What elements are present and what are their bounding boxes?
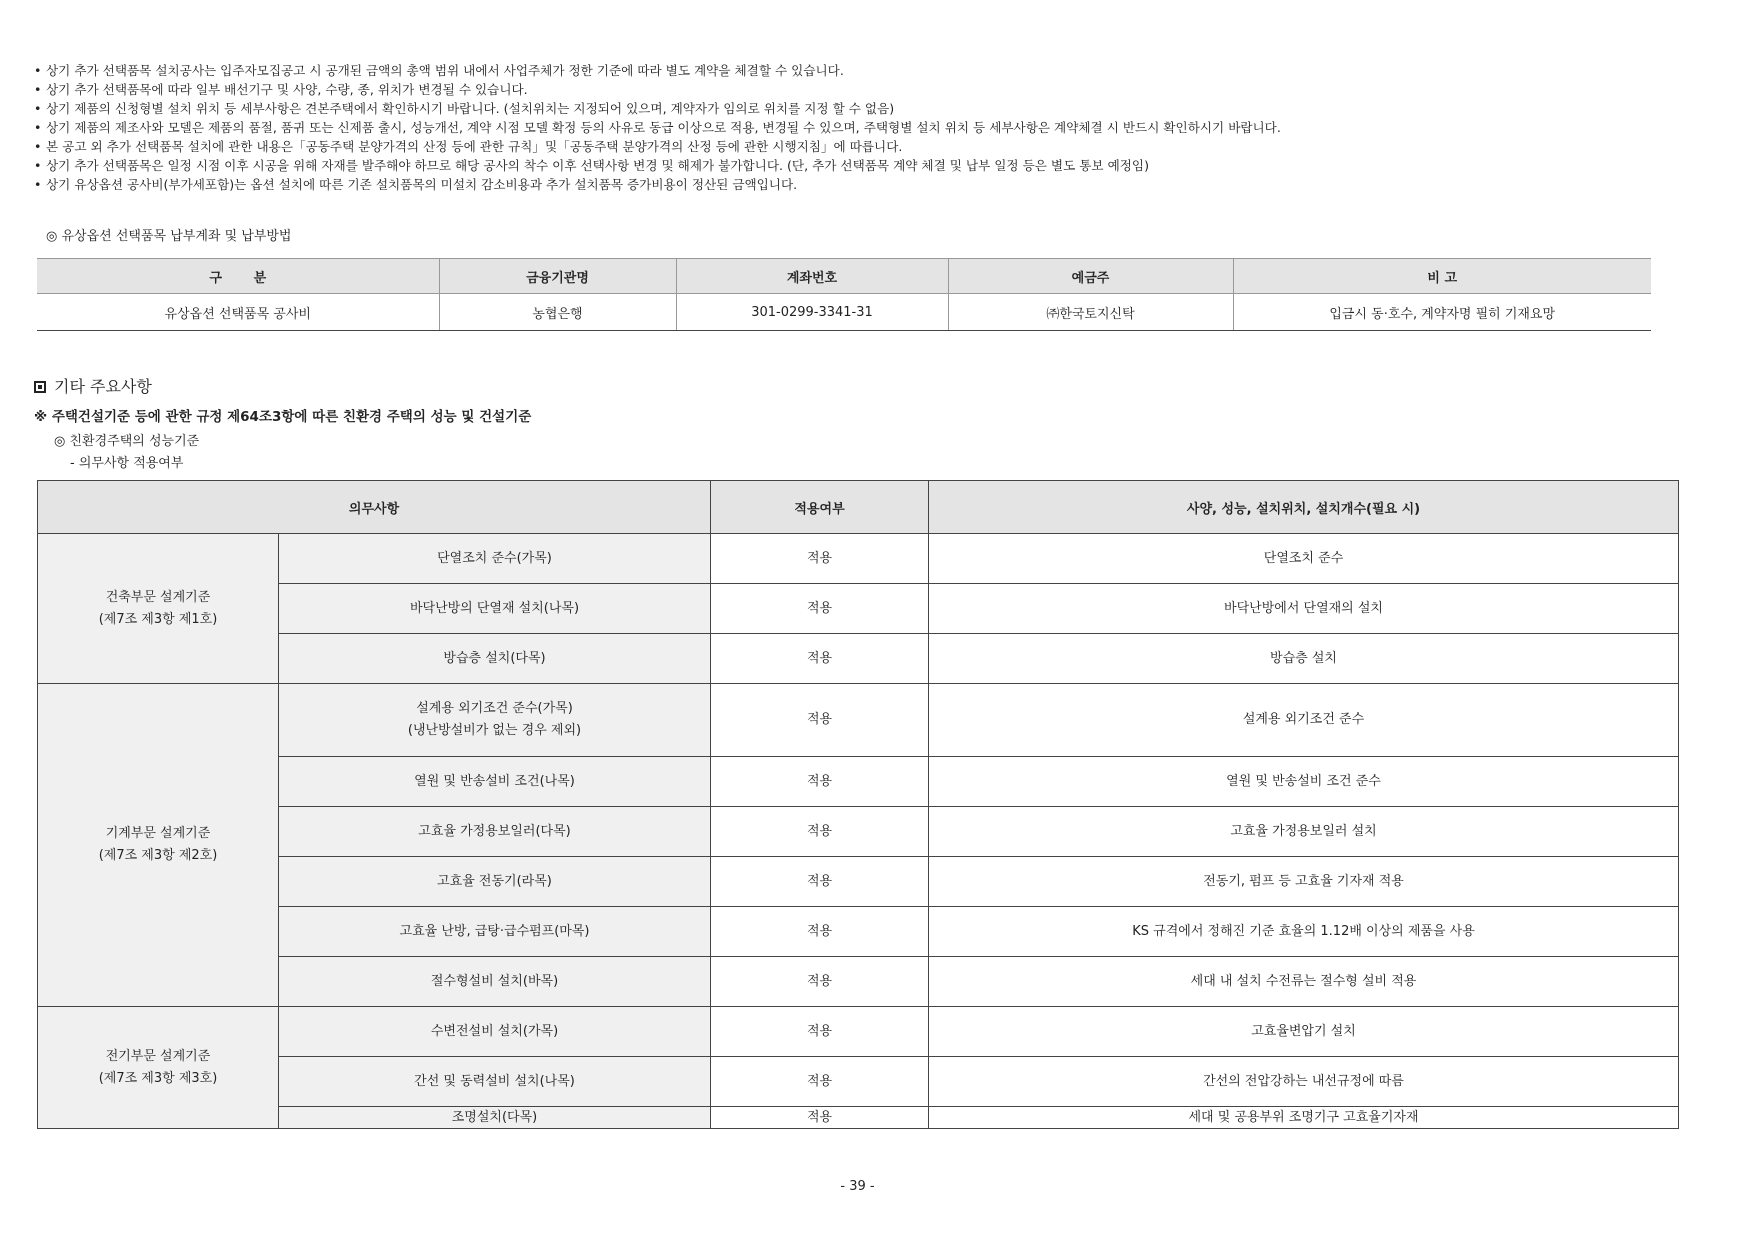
section-subtitle: ※ 주택건설기준 등에 관한 규정 제64조3항에 따른 친환경 주택의 성능 및 건설기준 [34,409,532,425]
spec-text: 전동기, 펌프 등 고효율 기자재 적용 [929,857,1679,907]
obligation-item: 단열조치 준수(가목) [279,534,711,584]
section-title [34,374,152,397]
note-item: • 상기 유상옵션 공사비(부가세포함)는 옵션 설치에 따른 기존 설치품목의 미설치 감소비용과 추가 설치품목 증가비용이 정산된 금액입니다. [34,175,1714,194]
obligation-item: 방습층 설치(다목) [279,634,711,684]
note-item: • 본 공고 외 추가 선택품목 설치에 관한 내용은「공동주택 분양가격의 산정 등에 관한 규칙」및「공동주택 분양가격의 산정 등에 관한 시행지침」에 따릅니다. [34,137,1714,156]
table-row [38,1057,1679,1107]
applied-status: 적용 [711,957,929,1007]
applied-status: 적용 [711,1057,929,1107]
payment-header-row [37,259,1651,294]
header-obligation: 의무사항 [38,481,711,534]
page-number: - 39 - [840,1179,875,1194]
obligation-item: 간선 및 동력설비 설치(나목) [279,1057,711,1107]
spec-text: 고효율변압기 설치 [929,1007,1679,1057]
header-remarks: 비 고 [1233,259,1651,294]
square-bullet-icon [34,381,46,393]
header-spec: 사양, 성능, 설치위치, 설치개수(필요 시) [929,481,1679,534]
header-account: 계좌번호 [676,259,948,294]
applied-status: 적용 [711,634,929,684]
table-row [38,807,1679,857]
table-row [38,634,1679,684]
standards-header-row [38,481,1679,534]
applied-status: 적용 [711,534,929,584]
category-name: 건축부문 설계기준 [105,589,211,605]
section-sub-heading: ◎ 친환경주택의 성능기준 [54,434,200,449]
table-row [38,684,1679,757]
applied-status: 적용 [711,1007,929,1057]
table-row [38,534,1679,584]
table-row [38,1107,1679,1129]
header-applied: 적용여부 [711,481,929,534]
obligation-item: 고효율 가정용보일러(다목) [279,807,711,857]
category-cell [38,1007,279,1129]
obligation-item: 조명설치(다목) [279,1107,711,1129]
notes-list [34,61,1714,194]
applied-status: 적용 [711,684,929,757]
table-row [38,584,1679,634]
spec-text: 단열조치 준수 [929,534,1679,584]
applied-status: 적용 [711,907,929,957]
note-item: • 상기 제품의 신청형별 설치 위치 등 세부사항은 견본주택에서 확인하시기 바랍니다. (설치위치는 지정되어 있으며, 계약자가 임의로 위치를 지정 할 수 없음) [34,99,1714,118]
section-sub-sub-heading: - 의무사항 적용여부 [70,456,184,471]
spec-text: 세대 및 공용부위 조명기구 고효율기자재 [929,1107,1679,1129]
spec-text: 고효율 가정용보일러 설치 [929,807,1679,857]
spec-text: 간선의 전압강하는 내선규정에 따름 [929,1057,1679,1107]
payment-holder: ㈜한국토지신탁 [948,294,1233,331]
category-clause: (제7조 제3항 제2호) [98,848,218,863]
category-name: 전기부문 설계기준 [105,1048,211,1064]
category-cell [38,534,279,684]
table-row [38,857,1679,907]
spec-text: KS 규격에서 정해진 기준 효율의 1.12배 이상의 제품을 사용 [929,907,1679,957]
table-row [38,1007,1679,1057]
table-row [38,957,1679,1007]
obligation-item: 고효율 난방, 급탕·급수펌프(마목) [279,907,711,957]
category-cell [38,684,279,1007]
section-title-text: 기타 주요사항 [54,377,152,396]
spec-text: 바닥난방에서 단열재의 설치 [929,584,1679,634]
payment-row [37,294,1651,331]
applied-status: 적용 [711,857,929,907]
category-clause: (제7조 제3항 제3호) [98,1070,218,1086]
payment-account-number: 301-0299-3341-31 [676,294,948,331]
obligation-item-line1: 설계용 외기조건 준수(가목) [416,701,573,716]
spec-text: 설계용 외기조건 준수 [929,684,1679,757]
note-item: • 상기 추가 선택품목에 따라 일부 배선기구 및 사양, 수량, 종, 위치가 변경될 수 있습니다. [34,80,1714,99]
payment-table [37,258,1651,331]
applied-status: 적용 [711,807,929,857]
note-item: • 상기 추가 선택품목은 일정 시점 이후 시공을 위해 자재를 발주해야 하므로 해당 공사의 착수 이후 선택사항 변경 및 해제가 불가합니다. (단, 추가 선택품목 계약 체결 및 납부 일정 등은 별도 통보 예정임) [34,156,1714,175]
applied-status: 적용 [711,1107,929,1129]
table-row [38,757,1679,807]
obligation-item [279,684,711,757]
header-bank: 금융기관명 [439,259,676,294]
payment-category: 유상옵션 선택품목 공사비 [37,294,439,331]
header-holder: 예금주 [948,259,1233,294]
spec-text: 방습층 설치 [929,634,1679,684]
obligation-item: 고효율 전동기(라목) [279,857,711,907]
obligation-item: 수변전설비 설치(가목) [279,1007,711,1057]
category-clause: (제7조 제3항 제1호) [98,611,218,627]
obligation-item: 바닥난방의 단열재 설치(나목) [279,584,711,634]
header-category: 구 분 [37,259,439,294]
applied-status: 적용 [711,584,929,634]
note-item: • 상기 제품의 제조사와 모델은 제품의 품절, 품귀 또는 신제품 출시, 성능개선, 계약 시점 모델 확정 등의 사유로 동급 이상으로 적용, 변경될 수 있으며, 주택형별 설치 위치 등 세부사항은 계약체결 시 반드시 확인하시기 바랍니다. [34,118,1714,137]
category-name: 기계부문 설계기준 [105,826,211,841]
table-row [38,907,1679,957]
spec-text: 열원 및 반송설비 조건 준수 [929,757,1679,807]
spec-text: 세대 내 설치 수전류는 절수형 설비 적용 [929,957,1679,1007]
payment-bank: 농협은행 [439,294,676,331]
note-item: • 상기 추가 선택품목 설치공사는 입주자모집공고 시 공개된 금액의 총액 범위 내에서 사업주체가 정한 기준에 따라 별도 계약을 체결할 수 있습니다. [34,61,1714,80]
obligation-item-line2: (냉난방설비가 없는 경우 제외) [407,723,582,738]
standards-table [37,480,1679,1129]
obligation-item: 절수형설비 설치(바목) [279,957,711,1007]
applied-status: 적용 [711,757,929,807]
obligation-item: 열원 및 반송설비 조건(나목) [279,757,711,807]
payment-remarks: 입금시 동·호수, 계약자명 필히 기재요망 [1233,294,1651,331]
payment-heading: ◎ 유상옵션 선택품목 납부계좌 및 납부방법 [46,229,292,244]
